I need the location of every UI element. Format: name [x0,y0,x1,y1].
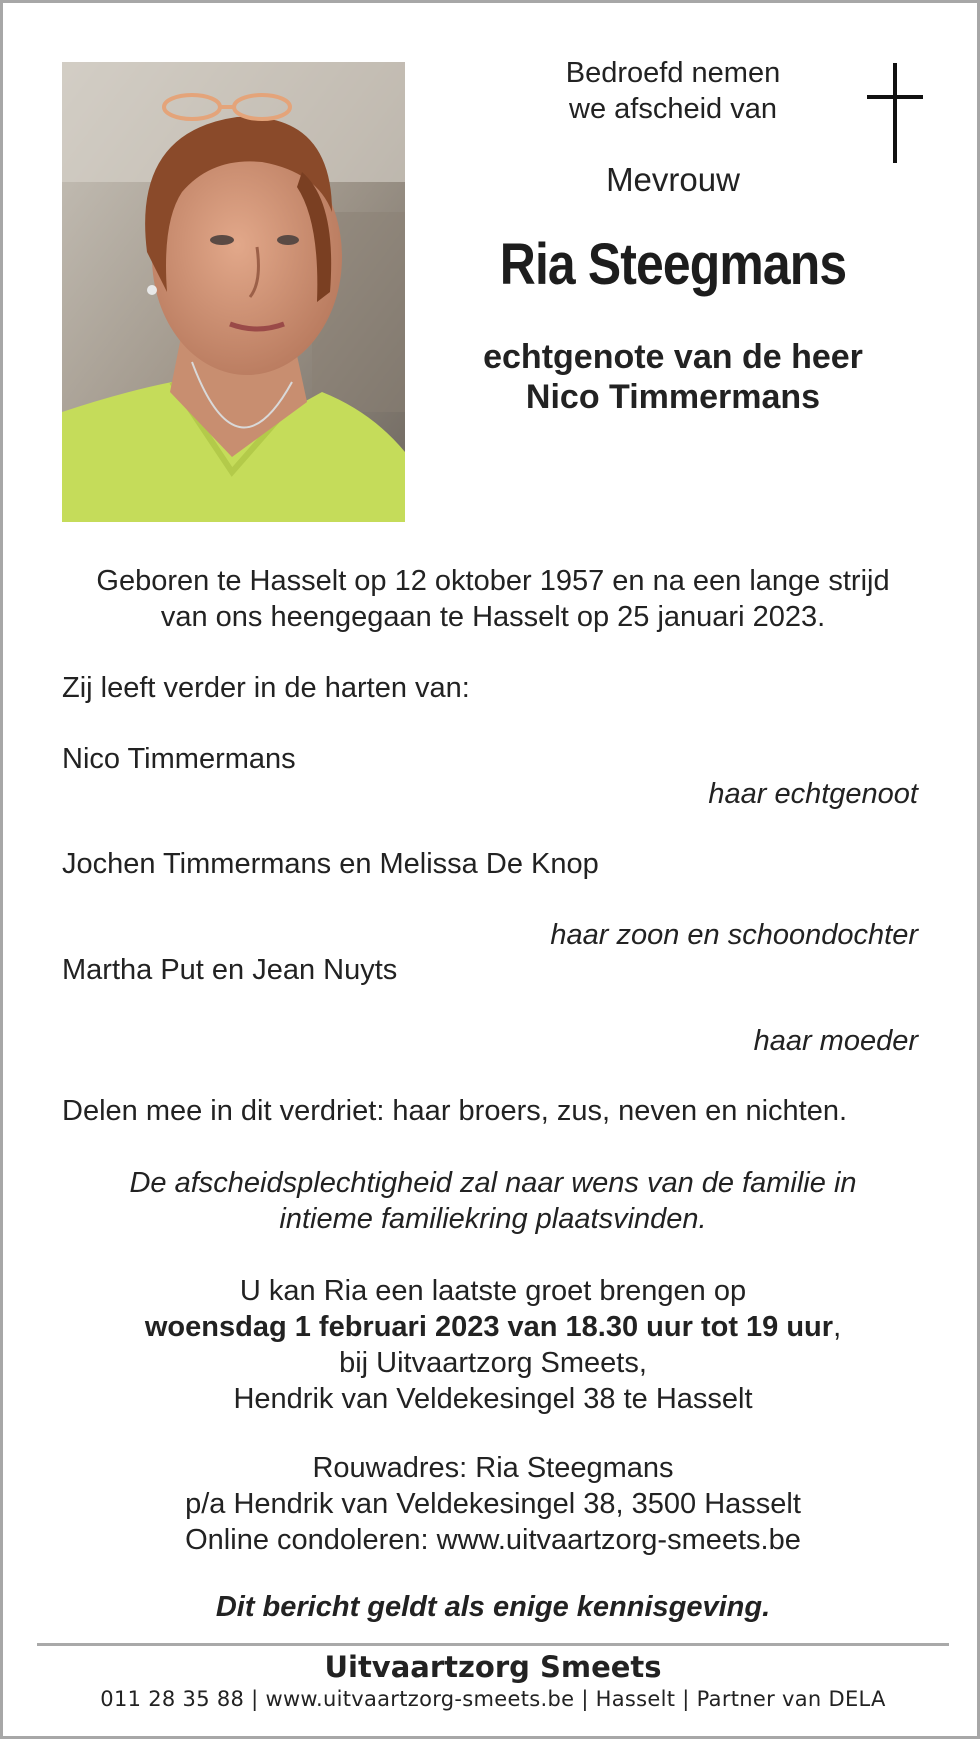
spouse-line-1: echtgenote van de heer [483,338,863,376]
address-line-1: Rouwadres: Ria Steegmans [312,1452,674,1484]
visit-date-tail: , [833,1311,842,1343]
portrait-icon [62,62,405,522]
visit-date: woensdag 1 februari 2023 van 18.30 uur tot 19 uur [144,1311,834,1343]
cross-icon [867,63,923,163]
survivor-names: Jochen Timmermans en Melissa De Knop [62,848,599,880]
shared-grief-text: Delen mee in dit verdriet: haar broers, zus, neven en nichten. [62,1095,848,1127]
survivors-intro: Zij leeft verder in de harten van: [62,672,470,704]
deceased-name: Ria Steegmans [499,232,847,297]
honorific: Mevrouw [606,161,740,198]
footer-divider [37,1643,949,1646]
intro-line-2: we afscheid van [569,93,777,125]
ceremony-text [43,1165,943,1237]
visit-line-1: U kan Ria een laatste groet brengen op [239,1275,747,1307]
spouse-line-2: Nico Timmermans [525,378,821,416]
spouse-text [423,337,923,417]
birth-line-1: Geboren te Hasselt op 12 oktober 1957 en na een lange strijd [96,565,890,597]
survivor-relation: haar echtgenoot [708,778,918,810]
survivor-relation: haar moeder [753,1025,918,1057]
address-line-3: Online condoleren: www.uitvaartzorg-smeets.be [185,1524,801,1556]
funeral-home-details: 011 28 35 88 | www.uitvaartzorg-smeets.be | Hasselt | Partner van DELA [100,1687,886,1711]
ceremony-line-1: De afscheidsplechtigheid zal naar wens van de familie in [129,1167,857,1199]
notice-text: Dit bericht geldt als enige kennisgeving. [215,1591,771,1623]
survivor-names: Nico Timmermans [62,743,296,775]
birth-line-2: van ons heengegaan te Hasselt op 25 januari 2023. [160,601,826,633]
portrait-photo [62,62,405,522]
survivor-relation: haar zoon en schoondochter [550,919,918,951]
address-line-2: p/a Hendrik van Veldekesingel 38, 3500 Hasselt [185,1488,801,1520]
ceremony-line-2: intieme familiekring plaatsvinden. [279,1203,707,1235]
visit-text [43,1273,943,1417]
mourning-address [43,1450,943,1558]
intro-text [473,55,873,127]
survivor-names: Martha Put en Jean Nuyts [62,954,398,986]
visit-line-3: bij Uitvaartzorg Smeets, [339,1347,647,1379]
birth-death-text [43,563,943,635]
funeral-home-name: Uitvaartzorg Smeets [324,1650,662,1684]
intro-line-1: Bedroefd nemen [565,57,781,89]
visit-line-2 [43,1309,943,1345]
visit-line-4: Hendrik van Veldekesingel 38 te Hasselt [233,1383,753,1415]
